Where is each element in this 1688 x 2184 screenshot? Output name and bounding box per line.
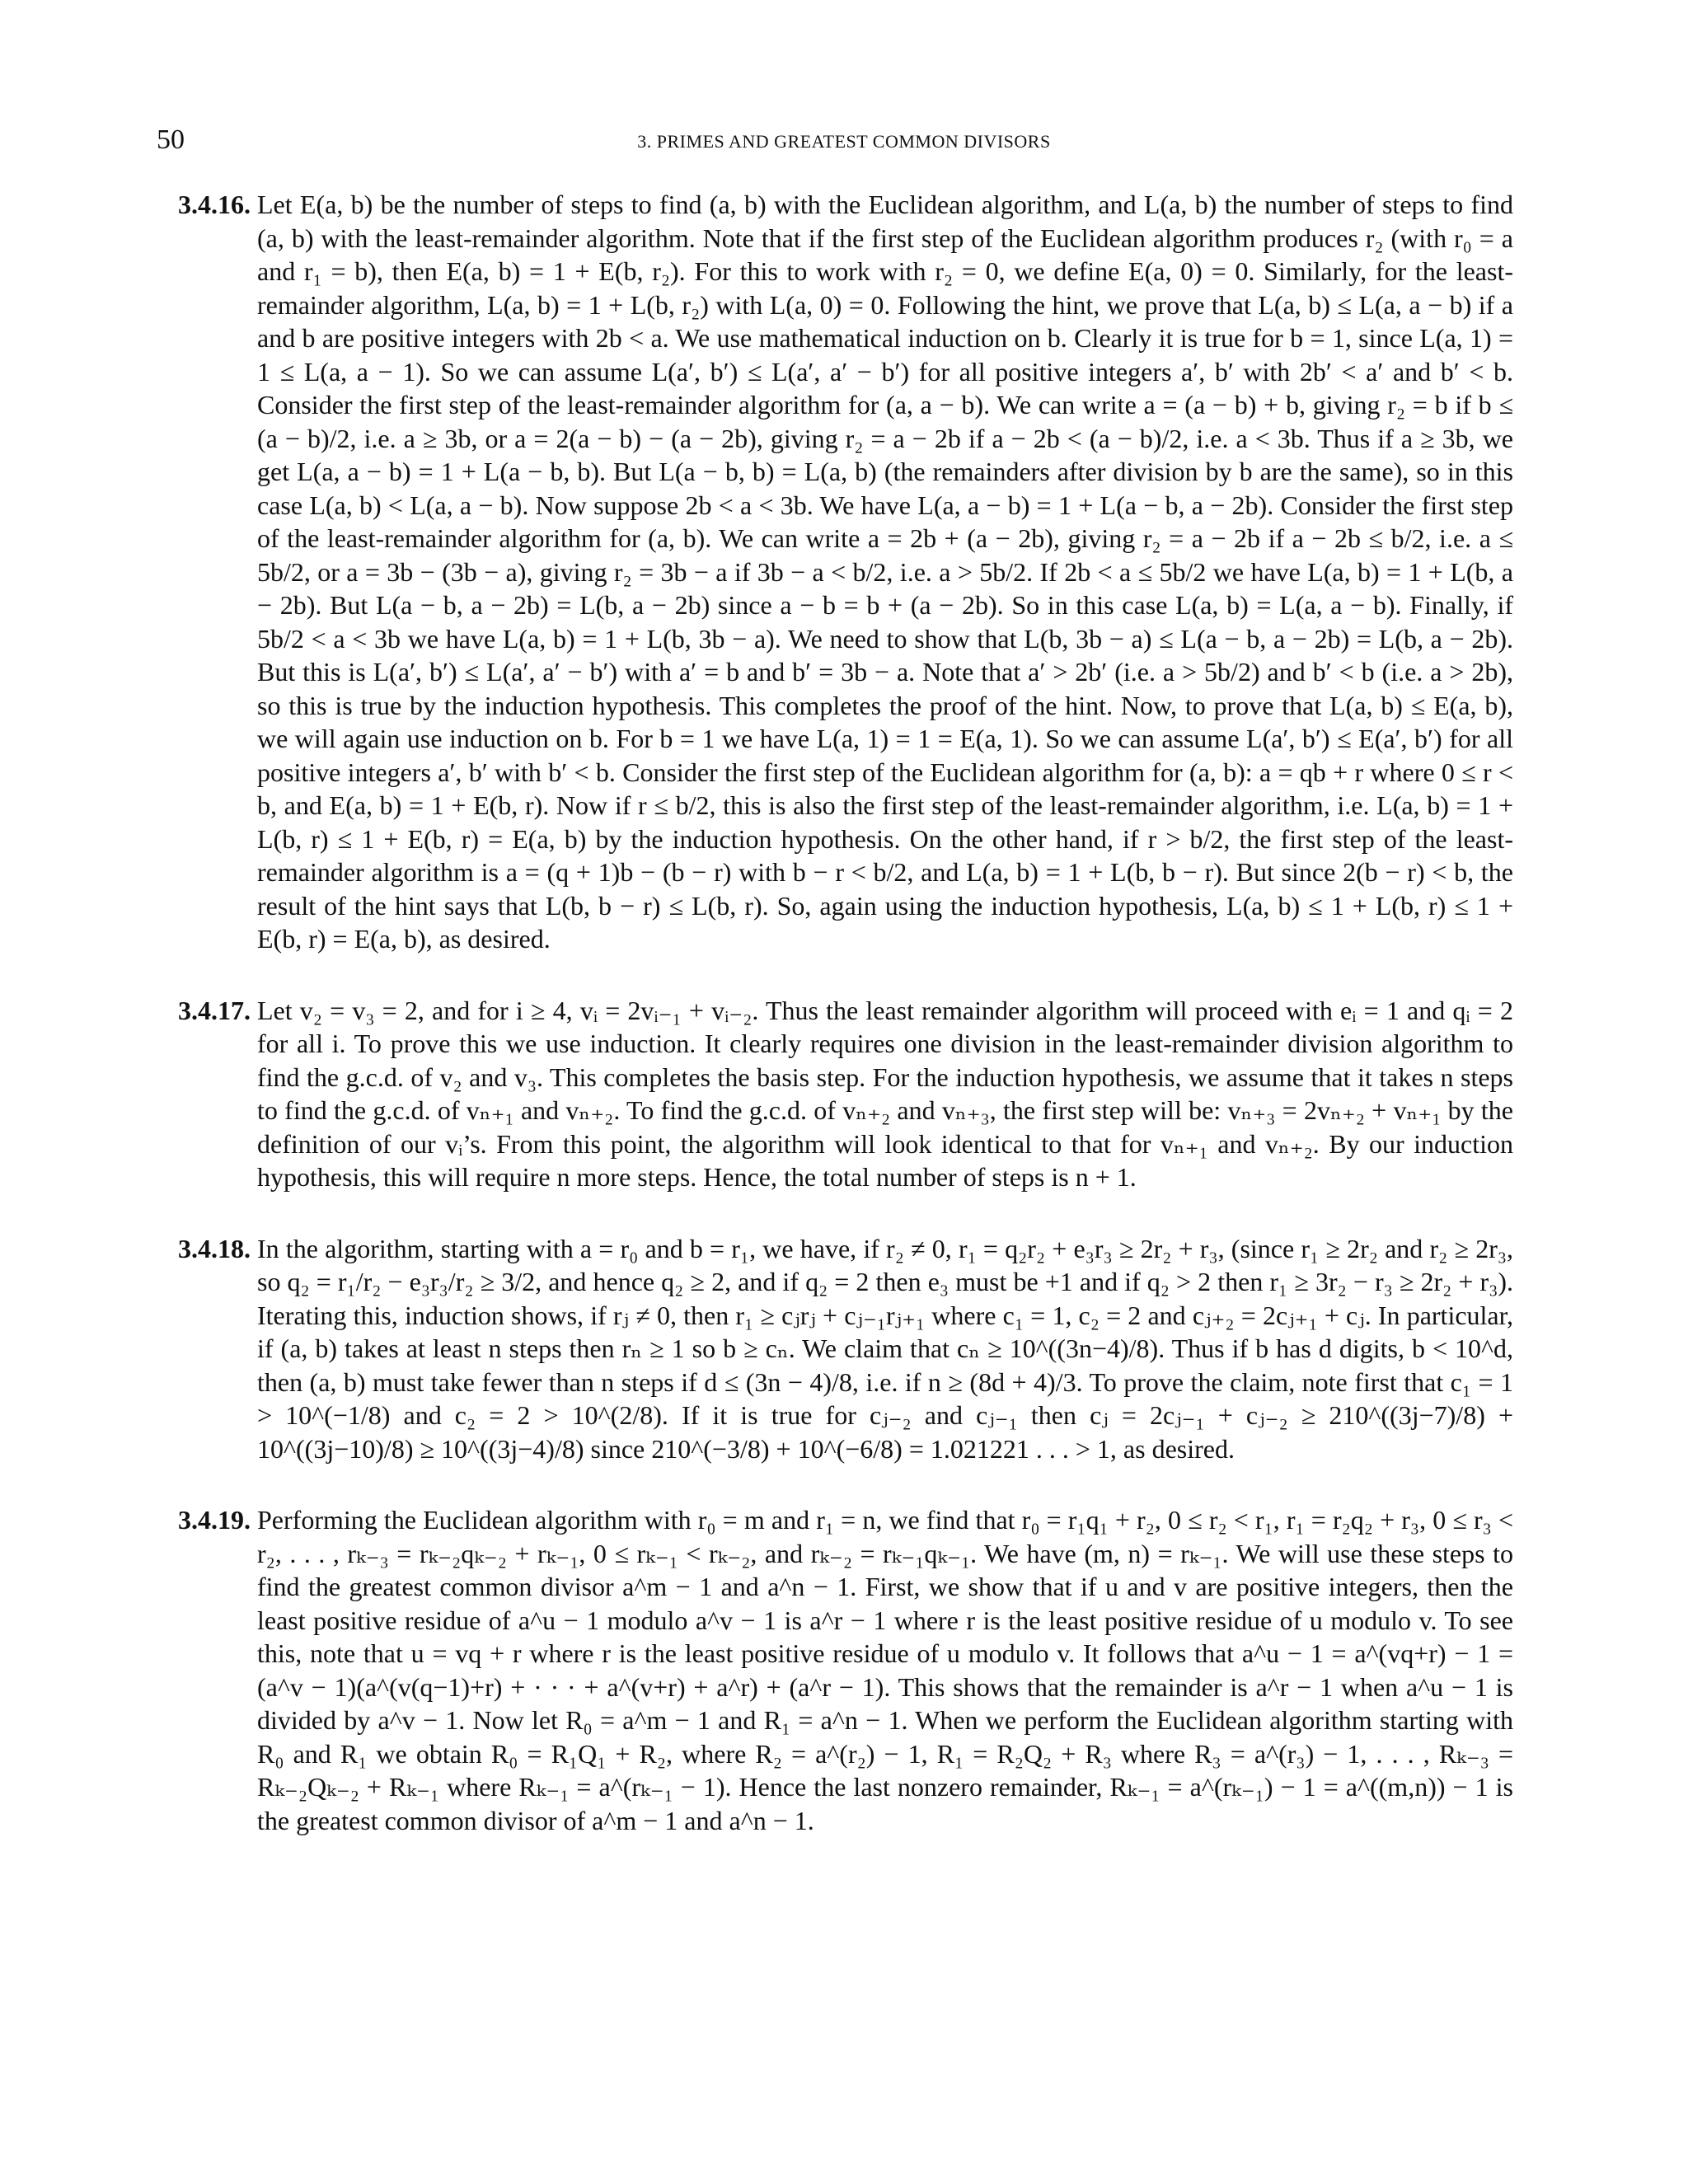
- problem-solution-text: Let E(a, b) be the number of steps to find (a, b) with the Euclidean algorithm, and L(a, b) the number of steps to find (a, b) with the least-remainder algorithm. Note that if the first step of the Euclidean algorithm produces r₂ (with r₀ = a and r₁ = b), then E(a, b) = 1 + E(b, r₂). For this to work with r₂ = 0, we define E(a, 0) = 0. Similarly, for the least-remainder algorithm, L(a, b) = 1 + L(b, r₂) with L(a, 0) = 0. Following the hint, we prove that L(a, b) ≤ L(a, a − b) if a and b are positive integers with 2b < a. We use mathematical induction on b. Clearly it is true for b = 1, since L(a, 1) = 1 ≤ L(a, a − 1). So we can assume L(a′, b′) ≤ L(a′, a′ − b′) for all positive integers a′, b′ with 2b′ < a′ and b′ < b. Consider the first step of the least-remainder algorithm for (a, a − b). We can write a = (a − b) + b, giving r₂ = b if b ≤ (a − b)/2, i.e. a ≥ 3b, or a = 2(a − b) − (a − 2b), giving r₂ = a − 2b if a − 2b < (a − b)/2, i.e. a < 3b. Thus if a ≥ 3b, we get L(a, a − b) = 1 + L(a − b, b). But L(a − b, b) = L(a, b) (the remainders after division by b are the same), so in this case L(a, b) < L(a, a − b). Now suppose 2b < a < 3b. We have L(a, a − b) = 1 + L(a − b, a − 2b). Consider the first step of the least-remainder algorithm for (a, b). We can write a = 2b + (a − 2b), giving r₂ = a − 2b if a − 2b ≤ b/2, i.e. a ≤ 5b/2, or a = 3b − (3b − a), giving r₂ = 3b − a if 3b − a < b/2, i.e. a > 5b/2. If 2b < a ≤ 5b/2 we have L(a, b) = 1 + L(b, a − 2b). But L(a − b, a − 2b) = L(b, a − 2b) since a − b = b + (a − 2b). So in this case L(a, b) = L(a, a − b). Finally, if 5b/2 < a < 3b we have L(a, b) = 1 + L(b, 3b − a). We need to show that L(b, 3b − a) ≤ L(a − b, a − 2b) = L(b, a − 2b). But this is L(a′, b′) ≤ L(a′, a′ − b′) with a′ = b and b′ = 3b − a. Note that a′ > 2b′ (i.e. a > 5b/2) and b′ < b (i.e. a > 2b), so this is true by the induction hypothesis. This completes the proof of the hint. Now, to prove that L(a, b) ≤ E(a, b), we will again use induction on b. For b = 1 we have L(a, 1) = 1 = E(a, 1). So we can assume L(a′, b′) ≤ E(a′, b′) for all positive integers a′, b′ with b′ < b. Consider the first step of the Euclidean algorithm for (a, b): a = qb + r where 0 ≤ r < b, and E(a, b) = 1 + E(b, r). Now if r ≤ b/2, this is also the first step of the least-remainder algorithm, i.e. L(a, b) = 1 + L(b, r) ≤ 1 + E(b, r) = E(a, b) by the induction hypothesis. On the other hand, if r > b/2, the first step of the least-remainder algorithm is a = (q + 1)b − (b − r) with b − r < b/2, and L(a, b) = 1 + L(b, b − r). But since 2(b − r) < b, the result of the hint says that L(b, b − r) ≤ L(b, r). So, again using the induction hypothesis, L(a, b) ≤ 1 + L(b, r) ≤ 1 + E(b, r) = E(a, b), as desired.: [257, 190, 1513, 954]
- problem-solution-text: Performing the Euclidean algorithm with r₀ = m and r₁ = n, we find that r₀ = r₁q₁ + r₂, 0 ≤ r₂ < r₁, r₁ = r₂q₂ + r₃, 0 ≤ r₃ < r₂, . . . , rₖ₋₃ = rₖ₋₂qₖ₋₂ + rₖ₋₁, 0 ≤ rₖ₋₁ < rₖ₋₂, and rₖ₋₂ = rₖ₋₁qₖ₋₁. We have (m, n) = rₖ₋₁. We will use these steps to find the greatest common divisor a^m − 1 and a^n − 1. First, we show that if u and v are positive integers, then the least positive residue of a^u − 1 modulo a^v − 1 is a^r − 1 where r is the least positive residue of u modulo v. To see this, note that u = vq + r where r is the least positive residue of u modulo v. It follows that a^u − 1 = a^(vq+r) − 1 = (a^v − 1)(a^(v(q−1)+r) + · · · + a^(v+r) + a^r) + (a^r − 1). This shows that the remainder is a^r − 1 when a^u − 1 is divided by a^v − 1. Now let R₀ = a^m − 1 and R₁ = a^n − 1. When we perform the Euclidean algorithm starting with R₀ and R₁ we obtain R₀ = R₁Q₁ + R₂, where R₂ = a^(r₂) − 1, R₁ = R₂Q₂ + R₃ where R₃ = a^(r₃) − 1, . . . , Rₖ₋₃ = Rₖ₋₂Qₖ₋₂ + Rₖ₋₁ where Rₖ₋₁ = a^(rₖ₋₁ − 1). Hence the last nonzero remainder, Rₖ₋₁ = a^(rₖ₋₁) − 1 = a^((m,n)) − 1 is the greatest common divisor of a^m − 1 and a^n − 1.: [257, 1505, 1513, 1835]
- page-body: [178, 188, 1513, 1875]
- problem-solution-text: In the algorithm, starting with a = r₀ and b = r₁, we have, if r₂ ≠ 0, r₁ = q₂r₂ + e₃r₃ ≥ 2r₂ + r₃, (since r₁ ≥ 2r₂ and r₂ ≥ 2r₃, so q₂ = r₁/r₂ − e₃r₃/r₂ ≥ 3/2, and hence q₂ ≥ 2, and if q₂ = 2 then e₃ must be +1 and if q₂ > 2 then r₁ ≥ 3r₂ − r₃ ≥ 2r₂ + r₃). Iterating this, induction shows, if rⱼ ≠ 0, then r₁ ≥ cⱼrⱼ + cⱼ₋₁rⱼ₊₁ where c₁ = 1, c₂ = 2 and cⱼ₊₂ = 2cⱼ₊₁ + cⱼ. In particular, if (a, b) takes at least n steps then rₙ ≥ 1 so b ≥ cₙ. We claim that cₙ ≥ 10^((3n−4)/8). Thus if b has d digits, b < 10^d, then (a, b) must take fewer than n steps if d ≤ (3n − 4)/8, i.e. if n ≥ (8d + 4)/3. To prove the claim, note first that c₁ = 1 > 10^(−1/8) and c₂ = 2 > 10^(2/8). If it is true for cⱼ₋₂ and cⱼ₋₁ then cⱼ = 2cⱼ₋₁ + cⱼ₋₂ ≥ 210^((3j−7)/8) + 10^((3j−10)/8) ≥ 10^((3j−4)/8) since 210^(−3/8) + 10^(−6/8) = 1.021221 . . . > 1, as desired.: [257, 1233, 1513, 1464]
- problem-3-4-19: [178, 1503, 1513, 1837]
- problem-3-4-18: [178, 1232, 1513, 1466]
- problem-3-4-16: [178, 188, 1513, 956]
- problem-number: 3.4.19.: [178, 1505, 251, 1535]
- problem-3-4-17: [178, 994, 1513, 1194]
- problem-number: 3.4.17.: [178, 995, 251, 1025]
- problem-solution-text: Let v₂ = v₃ = 2, and for i ≥ 4, vᵢ = 2vᵢ₋₁ + vᵢ₋₂. Thus the least remainder algorithm will proceed with eᵢ = 1 and qᵢ = 2 for all i. To prove this we use induction. It clearly requires one division in the least-remainder division algorithm to find the g.c.d. of v₂ and v₃. This completes the basis step. For the induction hypothesis, we assume that it takes n steps to find the g.c.d. of vₙ₊₁ and vₙ₊₂. To find the g.c.d. of vₙ₊₂ and vₙ₊₃, the first step will be: vₙ₊₃ = 2vₙ₊₂ + vₙ₊₁ by the definition of our vᵢ’s. From this point, the algorithm will look identical to that for vₙ₊₁ and vₙ₊₂. By our induction hypothesis, this will require n more steps. Hence, the total number of steps is n + 1.: [257, 995, 1514, 1192]
- problem-number: 3.4.16.: [178, 190, 251, 219]
- running-head: 3. PRIMES AND GREATEST COMMON DIVISORS: [637, 131, 1051, 152]
- page-header: [157, 122, 1531, 158]
- problem-number: 3.4.18.: [178, 1233, 251, 1263]
- page-number: 50: [157, 124, 185, 155]
